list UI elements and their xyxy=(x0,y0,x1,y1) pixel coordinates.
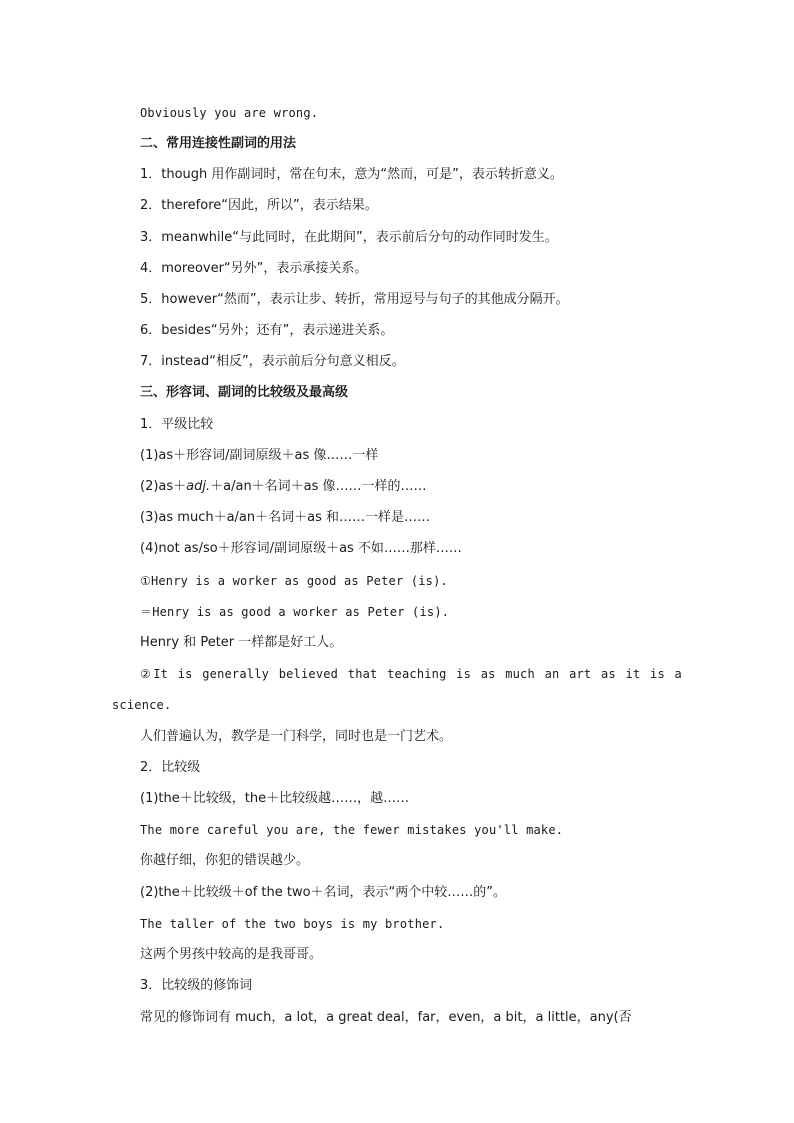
rule-part: (2)as＋ xyxy=(140,479,187,494)
list-item: 2．therefore“因此，所以”，表示结果。 xyxy=(140,198,378,213)
rule-item: (1)as＋形容词/副词原级＋as 像……一样 xyxy=(140,448,379,463)
rule-part: ＋a/an＋名词＋as 像……一样的…… xyxy=(210,479,427,494)
rule-item xyxy=(140,478,682,496)
list-item: 6．besides“另外；还有”，表示递进关系。 xyxy=(140,323,394,338)
translation: 你越仔细，你犯的错误越少。 xyxy=(140,853,310,868)
rule-item: (3)as much＋a/an＋名词＋as 和……一样是…… xyxy=(140,510,430,525)
translation: 这两个男孩中较高的是我哥哥。 xyxy=(140,947,323,962)
rule-item: (1)the＋比较级，the＋比较级越……，越…… xyxy=(140,791,410,806)
subsection-heading: 1．平级比较 xyxy=(140,417,214,432)
example-sentence-continued: science. xyxy=(112,698,172,712)
example-sentence: ＝Henry is as good a worker as Peter (is). xyxy=(140,605,450,619)
rule-item: (2)the＋比较级＋of the two＋名词，表示“两个中较……的”。 xyxy=(140,885,507,900)
example-sentence: The more careful you are, the fewer mistakes you'll make. xyxy=(140,823,564,837)
paragraph: 常见的修饰词有 much，a lot，a great deal，far，even，a bit，a little，any(否 xyxy=(140,1010,632,1025)
example-sentence: ②It is generally believed that teaching is as much an art as it is a xyxy=(140,667,682,681)
rule-abbrev: adj. xyxy=(186,479,211,494)
list-item: 7．instead“相反”，表示前后分句意义相反。 xyxy=(140,354,405,369)
list-item: 4．moreover“另外”，表示承接关系。 xyxy=(140,261,368,276)
translation: Henry 和 Peter 一样都是好工人。 xyxy=(140,635,343,650)
example-sentence: The taller of the two boys is my brother. xyxy=(140,917,445,931)
list-item: 5．however“然而”，表示让步、转折，常用逗号与句子的其他成分隔开。 xyxy=(140,292,569,307)
section-heading: 三、形容词、副词的比较级及最高级 xyxy=(140,385,349,400)
list-item: 1．though 用作副词时，常在句末，意为“然而，可是”，表示转折意义。 xyxy=(140,167,563,182)
section-heading: 二、常用连接性副词的用法 xyxy=(140,136,297,151)
subsection-heading: 2．比较级 xyxy=(140,760,201,775)
subsection-heading: 3．比较级的修饰词 xyxy=(140,978,253,993)
example-sentence: ①Henry is a worker as good as Peter (is). xyxy=(140,574,448,588)
translation: 人们普遍认为，教学是一门科学，同时也是一门艺术。 xyxy=(140,729,453,744)
example-sentence: Obviously you are wrong. xyxy=(140,106,319,120)
list-item: 3．meanwhile“与此同时，在此期间”，表示前后分句的动作同时发生。 xyxy=(140,230,558,245)
rule-item: (4)not as/so＋形容词/副词原级＋as 不如……那样…… xyxy=(140,541,462,556)
